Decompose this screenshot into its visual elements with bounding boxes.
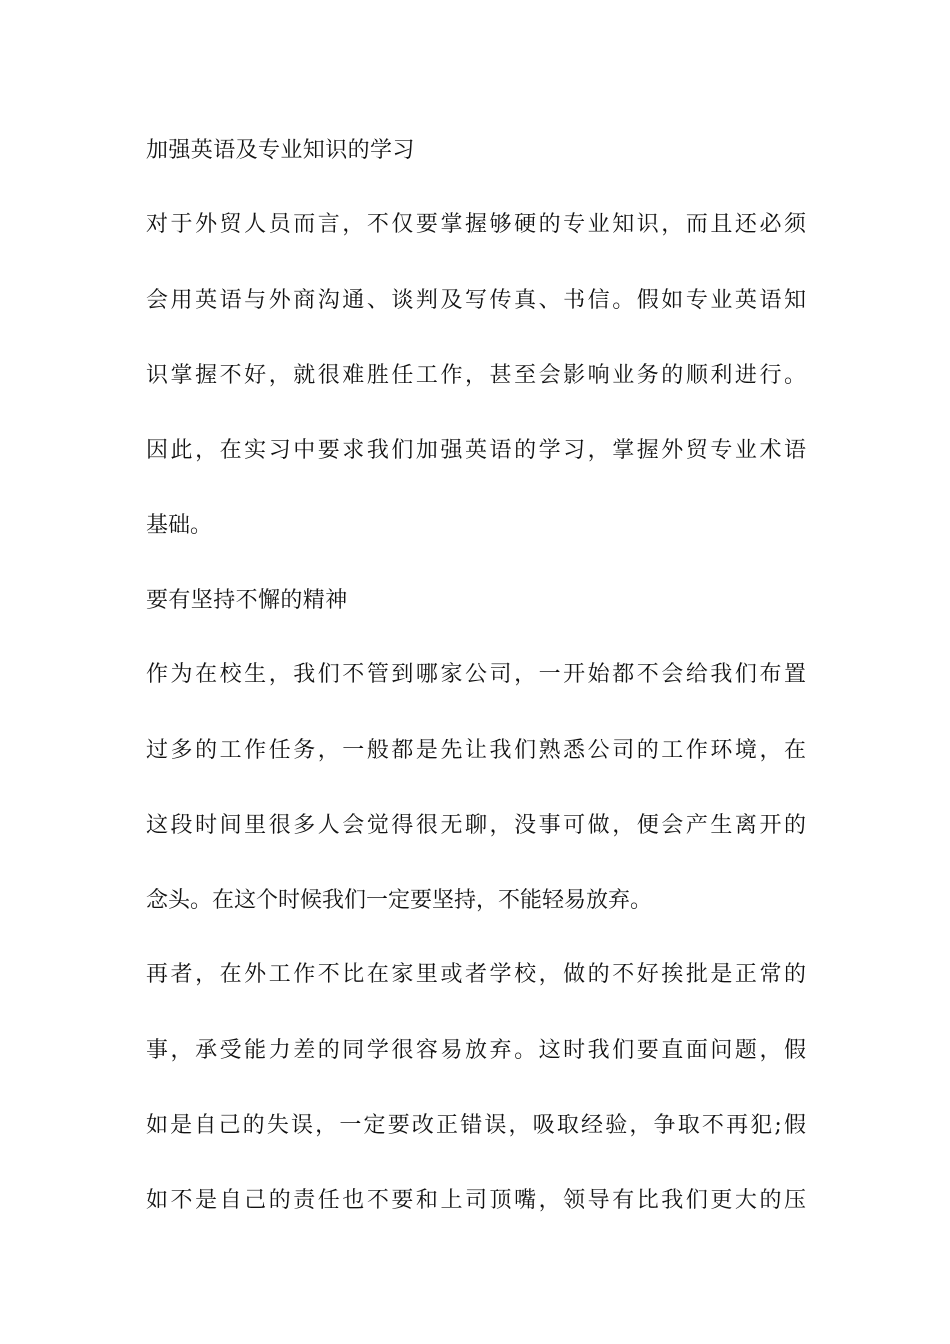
paragraph-line: 会用英语与外商沟通、谈判及写传真、书信。假如专业英语知: [146, 288, 806, 313]
paragraph-line: 事，承受能力差的同学很容易放弃。这时我们要直面问题，假: [146, 1038, 806, 1063]
paragraph-line: 基础。: [146, 513, 213, 538]
paragraph-line: 对于外贸人员而言，不仅要掌握够硬的专业知识，而且还必须: [146, 212, 806, 237]
paragraph-line: 过多的工作任务，一般都是先让我们熟悉公司的工作环境，在: [146, 738, 806, 763]
paragraph-line: 作为在校生，我们不管到哪家公司，一开始都不会给我们布置: [146, 662, 806, 687]
paragraph-line: 如是自己的失误，一定要改正错误，吸取经验，争取不再犯;假: [146, 1113, 806, 1138]
paragraph-line: 念头。在这个时候我们一定要坚持，不能轻易放弃。: [146, 888, 653, 913]
paragraph-line: 如不是自己的责任也不要和上司顶嘴，领导有比我们更大的压: [146, 1188, 806, 1213]
paragraph-line: 这段时间里很多人会觉得很无聊，没事可做，便会产生离开的: [146, 813, 806, 838]
section-heading-english-study: 加强英语及专业知识的学习: [146, 138, 415, 163]
paragraph-line: 再者，在外工作不比在家里或者学校，做的不好挨批是正常的: [146, 962, 806, 987]
paragraph-line: 识掌握不好，就很难胜任工作，甚至会影响业务的顺利进行。: [146, 363, 806, 388]
paragraph-line: 因此，在实习中要求我们加强英语的学习，掌握外贸专业术语: [146, 438, 806, 463]
section-heading-perseverance: 要有坚持不懈的精神: [146, 588, 348, 613]
